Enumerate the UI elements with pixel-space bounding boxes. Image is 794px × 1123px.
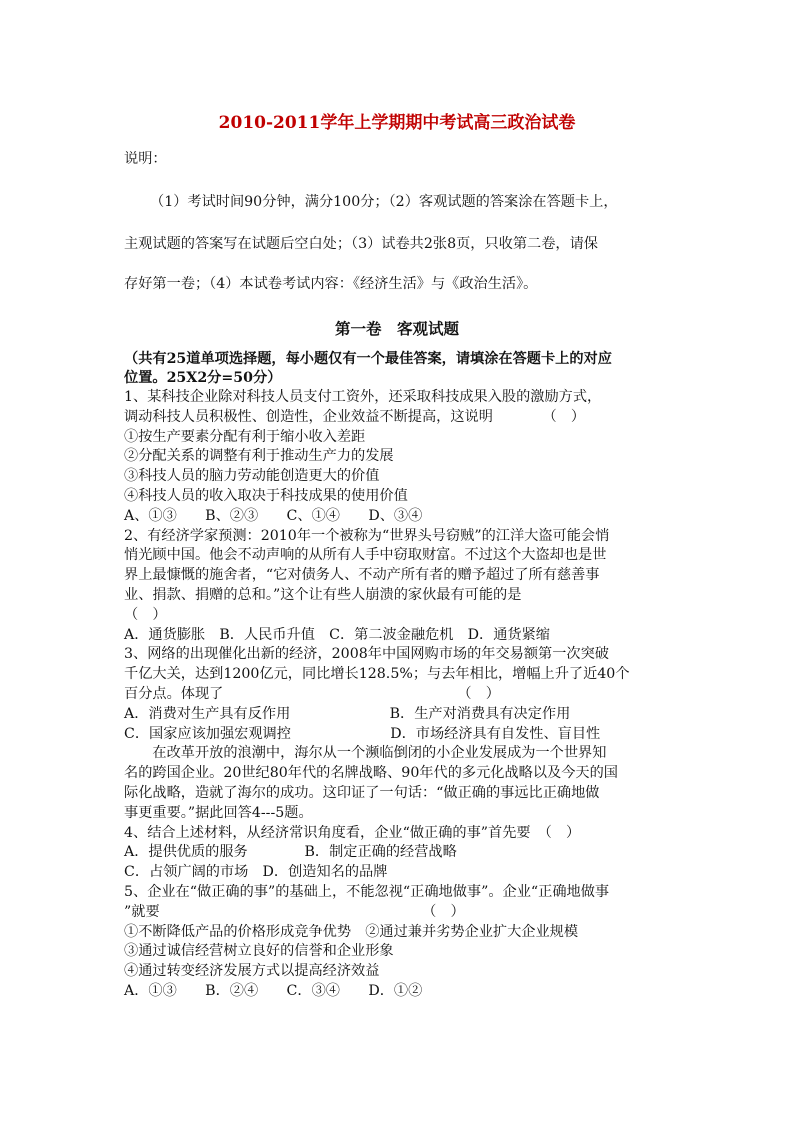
page-title: 2010-2011学年上学期期中考试高三政治试卷: [218, 113, 576, 133]
question-line: 百分点。体现了 （ ）: [124, 686, 500, 702]
question-line: 名的跨国企业。20世纪80年代的名牌战略、90年代的多元化战略以及今天的国: [124, 765, 618, 781]
question-line: 4、结合上述材料，从经济常识角度看，企业“做正确的事”首先要 （ ）: [124, 825, 581, 841]
instructions-line: 主观试题的答案写在试题后空白处；（3）试卷共2张8页，只收第二卷，请保: [124, 236, 598, 252]
question-line: ④科技人员的收入取决于科技成果的使用价值: [124, 488, 408, 504]
question-line: 千亿大关，达到1200亿元，同比增长128.5%；与去年相比，增幅上升了近40个: [124, 666, 630, 682]
question-line: 1、某科技企业除对科技人员支付工资外，还采取科技成果入股的激励方式，: [124, 389, 602, 405]
question-line: C．国家应该加强宏观调控 D．市场经济具有自发性、盲目性: [124, 726, 601, 742]
instructions-line: （1）考试时间90分钟，满分100分；（2）客观试题的答案涂在答题卡上，: [150, 194, 618, 210]
question-line: ③科技人员的脑力劳动能创造更大的价值: [124, 468, 380, 484]
question-line: 界上最慷慨的施舍者，“它对债务人、不动产所有者的赠予超过了所有慈善事: [124, 567, 600, 583]
question-line: 调动科技人员积极性、创造性，企业效益不断提高，这说明 （ ）: [124, 409, 586, 425]
question-line: ③通过诚信经营树立良好的信誉和企业形象: [124, 943, 394, 959]
question-line: 业、捐款、捐赠的总和。”这个让有些人崩溃的家伙最有可能的是: [124, 587, 522, 603]
question-line: C．占领广阔的市场 D．创造知名的品牌: [124, 864, 388, 880]
question-line: A．通货膨胀 B．人民币升值 C．第二波金融危机 D．通货紧缩: [124, 627, 550, 643]
question-line: A．消费对生产具有反作用 B．生产对消费具有决定作用: [124, 706, 571, 722]
question-line: 事更重要。”据此回答4---5题。: [124, 805, 313, 821]
question-line: ①按生产要素分配有利于缩小收入差距: [124, 429, 366, 445]
instructions-line: 存好第一卷；（4）本试卷考试内容：《经济生活》与《政治生活》。: [124, 276, 538, 292]
question-line: A、①③ B、②③ C、①④ D、③④: [124, 508, 423, 524]
question-line: A．提供优质的服务 B．制定正确的经营战略: [124, 844, 457, 860]
section-title: 第一卷 客观试题: [334, 319, 459, 338]
section-note: 位置。25X2分=50分）: [124, 370, 282, 386]
question-line: （ ）: [124, 607, 167, 623]
question-line: 3、网络的出现催化出新的经济，2008年中国网购市场的年交易额第一次突破: [124, 646, 609, 662]
question-line: A．①③ B．②④ C．③④ D．①②: [124, 983, 423, 999]
section-note: （共有25道单项选择题，每小题仅有一个最佳答案，请填涂在答题卡上的对应: [124, 351, 612, 367]
question-line: 5、企业在“做正确的事”的基础上，不能忽视“正确地做事”。企业“正确地做事: [124, 884, 610, 900]
question-line: ”就要 （ ）: [124, 904, 465, 920]
question-line: ①不断降低产品的价格形成竞争优势 ②通过兼并劣势企业扩大企业规模: [124, 924, 579, 940]
question-line: ④通过转变经济发展方式以提高经济效益: [124, 963, 380, 979]
question-line: 在改革开放的浪潮中，海尔从一个濒临倒闭的小企业发展成为一个世界知: [124, 745, 607, 761]
question-line: ②分配关系的调整有利于推动生产力的发展: [124, 448, 394, 464]
instructions-heading: 说明：: [124, 151, 167, 167]
question-line: 悄光顾中国。他会不动声响的从所有人手中窃取财富。不过这个大盗却也是世: [124, 547, 607, 563]
question-line: 2、有经济学家预测：2010年一个被称为“世界头号窃贼”的江洋大盗可能会悄: [124, 528, 610, 544]
question-line: 际化战略，造就了海尔的成功。这印证了一句话：“做正确的事远比正确地做: [124, 785, 600, 801]
